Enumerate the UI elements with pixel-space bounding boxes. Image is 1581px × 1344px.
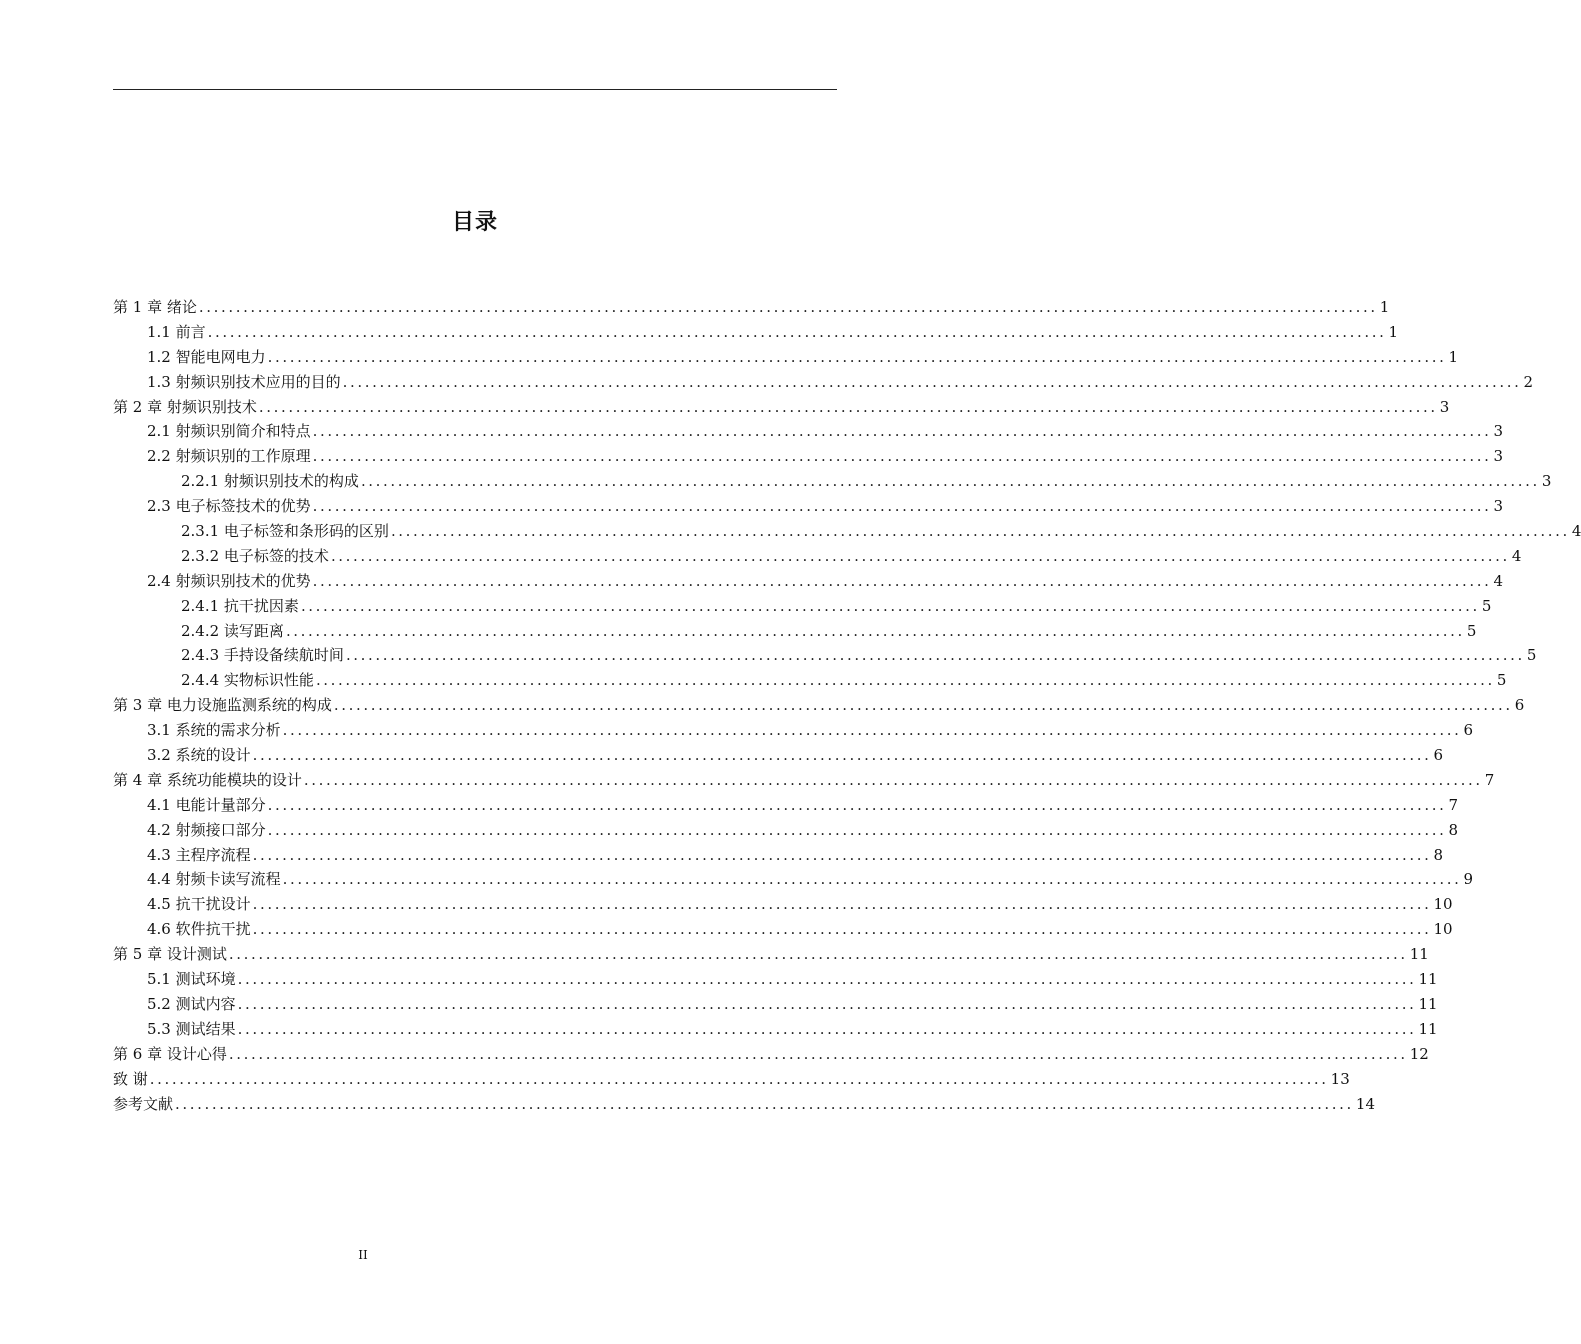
dot-leader: ................................................................................................................................................................ bbox=[330, 546, 1510, 565]
toc-entry[interactable] bbox=[113, 893, 1453, 918]
toc-entry-title: 第 4 章 系统功能模块的设计 bbox=[113, 770, 302, 789]
toc-entry-title: 4.4 射频卡读写流程 bbox=[147, 870, 281, 889]
toc-entry[interactable] bbox=[113, 445, 1504, 470]
dot-leader: ................................................................................................................................................................ bbox=[282, 870, 1462, 889]
dot-leader: ................................................................................................................................................................ bbox=[390, 522, 1570, 541]
dot-leader: ................................................................................................................................................................ bbox=[252, 920, 1432, 939]
dot-leader: ................................................................................................................................................................ bbox=[228, 1044, 1408, 1063]
toc-entry[interactable] bbox=[113, 1068, 1350, 1093]
toc-entry-title: 2.3.1 电子标签和条形码的区别 bbox=[181, 522, 389, 541]
toc-entry-title: 4.3 主程序流程 bbox=[147, 845, 251, 864]
toc-entry-page: 4 bbox=[1511, 546, 1522, 565]
toc-entry-title: 2.2 射频识别的工作原理 bbox=[147, 447, 311, 466]
toc-entry[interactable] bbox=[113, 1018, 1438, 1043]
toc-entry-page: 11 bbox=[1418, 970, 1438, 989]
toc-entry-title: 致 谢 bbox=[113, 1069, 148, 1088]
toc-entry-page: 6 bbox=[1433, 746, 1444, 765]
toc-entry-page: 5 bbox=[1526, 646, 1537, 665]
dot-leader: ................................................................................................................................................................ bbox=[149, 1069, 1329, 1088]
toc-entry-page: 6 bbox=[1514, 696, 1525, 715]
toc-entry[interactable] bbox=[113, 371, 1534, 396]
dot-leader: ................................................................................................................................................................ bbox=[303, 770, 1483, 789]
header-rule bbox=[113, 89, 837, 90]
toc-entry-page: 5 bbox=[1466, 621, 1477, 640]
toc-entry-title: 4.5 抗干扰设计 bbox=[147, 895, 251, 914]
dot-leader: ................................................................................................................................................................ bbox=[312, 447, 1492, 466]
toc-entry[interactable] bbox=[113, 620, 1477, 645]
toc-entry-page: 1 bbox=[1448, 347, 1459, 366]
toc-entry-page: 3 bbox=[1493, 447, 1504, 466]
toc-entry-page: 5 bbox=[1481, 596, 1492, 615]
dot-leader: ................................................................................................................................................................ bbox=[282, 721, 1462, 740]
toc-entry-title: 4.6 软件抗干扰 bbox=[147, 920, 251, 939]
toc-entry[interactable] bbox=[113, 420, 1504, 445]
toc-entry[interactable] bbox=[113, 794, 1459, 819]
toc-entry-page: 7 bbox=[1484, 770, 1495, 789]
footer-page-number: II bbox=[358, 1248, 368, 1262]
toc-entry-title: 1.1 前言 bbox=[147, 322, 206, 341]
toc-entry-page: 4 bbox=[1571, 522, 1581, 541]
toc-entry[interactable] bbox=[113, 595, 1492, 620]
toc-entry-page: 1 bbox=[1388, 322, 1399, 341]
dot-leader: ................................................................................................................................................................ bbox=[198, 298, 1378, 316]
toc-entry-page: 11 bbox=[1418, 1019, 1438, 1038]
toc-entry[interactable] bbox=[113, 470, 1552, 495]
toc-entry-title: 5.1 测试环境 bbox=[147, 970, 236, 989]
toc-entry-title: 第 5 章 设计测试 bbox=[113, 945, 227, 964]
toc-entry[interactable] bbox=[113, 321, 1399, 346]
toc-entry-page: 6 bbox=[1463, 721, 1474, 740]
toc-entry-title: 2.3.2 电子标签的技术 bbox=[181, 546, 329, 565]
dot-leader: ................................................................................................................................................................ bbox=[315, 671, 1495, 690]
toc-entry-page: 2 bbox=[1523, 372, 1534, 391]
dot-leader: ................................................................................................................................................................ bbox=[228, 945, 1408, 964]
toc-entry[interactable] bbox=[113, 520, 1581, 545]
dot-leader: ................................................................................................................................................................ bbox=[252, 895, 1432, 914]
toc-entry-page: 3 bbox=[1493, 422, 1504, 441]
toc-entry[interactable] bbox=[113, 868, 1474, 893]
toc-entry-page: 7 bbox=[1448, 795, 1459, 814]
toc-entry-page: 5 bbox=[1496, 671, 1507, 690]
toc-entry-page: 11 bbox=[1418, 994, 1438, 1013]
toc-entry-title: 第 1 章 绪论 bbox=[113, 298, 197, 316]
toc-entry[interactable] bbox=[113, 918, 1453, 943]
dot-leader: ................................................................................................................................................................ bbox=[175, 1094, 1354, 1113]
toc-entry-title: 2.4.4 实物标识性能 bbox=[181, 671, 314, 690]
dot-leader: ................................................................................................................................................................ bbox=[237, 994, 1417, 1013]
toc-entry-page: 13 bbox=[1330, 1069, 1350, 1088]
toc-entry-page: 3 bbox=[1439, 397, 1450, 416]
toc-entry-page: 1 bbox=[1379, 298, 1390, 316]
toc-entry-title: 2.4.1 抗干扰因素 bbox=[181, 596, 299, 615]
dot-leader: ................................................................................................................................................................ bbox=[267, 795, 1447, 814]
toc-entry[interactable] bbox=[113, 1093, 1375, 1118]
toc-entry-title: 2.4.2 读写距离 bbox=[181, 621, 284, 640]
toc-entry-title: 2.3 电子标签技术的优势 bbox=[147, 497, 311, 516]
dot-leader: ................................................................................................................................................................ bbox=[345, 646, 1525, 665]
toc-entry-title: 1.2 智能电网电力 bbox=[147, 347, 266, 366]
toc-entry-page: 14 bbox=[1355, 1094, 1375, 1113]
toc-entry[interactable] bbox=[113, 694, 1525, 719]
toc-entry-title: 第 3 章 电力设施监测系统的构成 bbox=[113, 696, 332, 715]
dot-leader: ................................................................................................................................................................ bbox=[333, 696, 1513, 715]
toc-entry-page: 3 bbox=[1493, 497, 1504, 516]
toc-entry-title: 5.3 测试结果 bbox=[147, 1019, 236, 1038]
toc-entry[interactable] bbox=[113, 296, 1390, 321]
toc-entry[interactable] bbox=[113, 993, 1438, 1018]
toc-entry-title: 4.1 电能计量部分 bbox=[147, 795, 266, 814]
toc-entry-page: 10 bbox=[1433, 920, 1453, 939]
toc-entry-title: 2.2.1 射频识别技术的构成 bbox=[181, 472, 359, 491]
toc-entry-page: 8 bbox=[1448, 820, 1459, 839]
toc-entry-title: 第 2 章 射频识别技术 bbox=[113, 397, 257, 416]
toc-entry[interactable] bbox=[113, 844, 1444, 869]
toc-entry-title: 4.2 射频接口部分 bbox=[147, 820, 266, 839]
toc-entry[interactable] bbox=[113, 719, 1474, 744]
toc-entry[interactable] bbox=[113, 396, 1450, 421]
toc-entry[interactable] bbox=[113, 495, 1504, 520]
table-of-contents bbox=[113, 296, 1581, 1117]
toc-entry-title: 1.3 射频识别技术应用的目的 bbox=[147, 372, 341, 391]
page-title: 目录 bbox=[451, 210, 498, 235]
toc-entry-page: 8 bbox=[1433, 845, 1444, 864]
toc-entry-title: 3.2 系统的设计 bbox=[147, 746, 251, 765]
dot-leader: ................................................................................................................................................................ bbox=[267, 820, 1447, 839]
dot-leader: ................................................................................................................................................................ bbox=[312, 422, 1492, 441]
toc-entry-page: 9 bbox=[1463, 870, 1474, 889]
toc-entry[interactable] bbox=[113, 744, 1444, 769]
dot-leader: ................................................................................................................................................................ bbox=[342, 372, 1522, 391]
dot-leader: ................................................................................................................................................................ bbox=[312, 571, 1492, 590]
toc-entry[interactable] bbox=[113, 943, 1429, 968]
dot-leader: ................................................................................................................................................................ bbox=[312, 497, 1492, 516]
dot-leader: ................................................................................................................................................................ bbox=[237, 1019, 1417, 1038]
dot-leader: ................................................................................................................................................................ bbox=[252, 845, 1432, 864]
toc-entry[interactable] bbox=[113, 346, 1459, 371]
toc-entry-page: 11 bbox=[1409, 945, 1429, 964]
dot-leader: ................................................................................................................................................................ bbox=[360, 472, 1540, 491]
toc-entry-title: 第 6 章 设计心得 bbox=[113, 1044, 227, 1063]
dot-leader: ................................................................................................................................................................ bbox=[300, 596, 1480, 615]
toc-entry[interactable] bbox=[113, 1043, 1429, 1068]
toc-entry-title: 3.1 系统的需求分析 bbox=[147, 721, 281, 740]
toc-entry-title: 参考文献 bbox=[113, 1094, 174, 1113]
toc-entry[interactable] bbox=[113, 669, 1507, 694]
toc-entry-title: 2.1 射频识别简介和特点 bbox=[147, 422, 311, 441]
toc-entry-page: 4 bbox=[1493, 571, 1504, 590]
dot-leader: ................................................................................................................................................................ bbox=[207, 322, 1387, 341]
toc-entry-page: 12 bbox=[1409, 1044, 1429, 1063]
toc-entry-title: 2.4.3 手持设备续航时间 bbox=[181, 646, 344, 665]
dot-leader: ................................................................................................................................................................ bbox=[285, 621, 1465, 640]
toc-entry-title: 5.2 测试内容 bbox=[147, 994, 236, 1013]
toc-entry-title: 2.4 射频识别技术的优势 bbox=[147, 571, 311, 590]
dot-leader: ................................................................................................................................................................ bbox=[252, 746, 1432, 765]
toc-entry[interactable] bbox=[113, 644, 1537, 669]
toc-entry-page: 3 bbox=[1541, 472, 1552, 491]
dot-leader: ................................................................................................................................................................ bbox=[267, 347, 1447, 366]
toc-entry[interactable] bbox=[113, 545, 1522, 570]
toc-entry[interactable] bbox=[113, 819, 1459, 844]
toc-entry[interactable] bbox=[113, 570, 1504, 595]
toc-entry[interactable] bbox=[113, 968, 1438, 993]
toc-entry-page: 10 bbox=[1433, 895, 1453, 914]
toc-entry[interactable] bbox=[113, 769, 1495, 794]
dot-leader: ................................................................................................................................................................ bbox=[237, 970, 1417, 989]
dot-leader: ................................................................................................................................................................ bbox=[258, 397, 1438, 416]
